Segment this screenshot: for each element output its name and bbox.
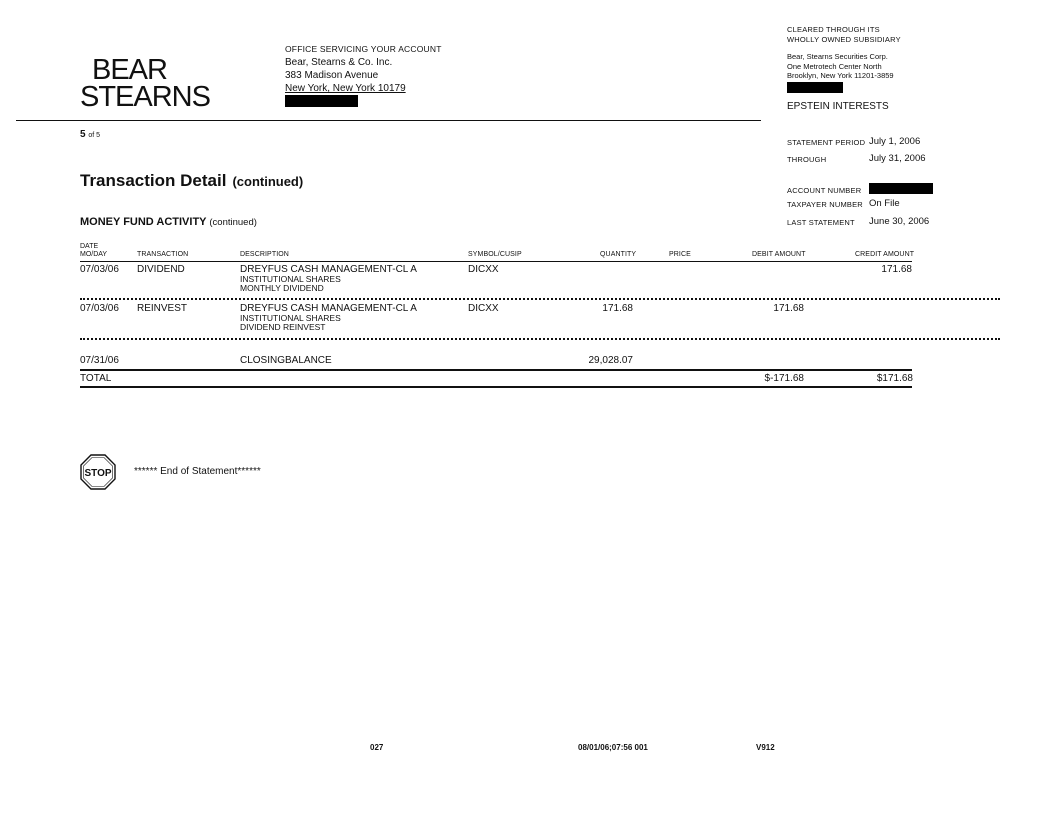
footer-code-3: V912: [756, 743, 775, 752]
row-1-transaction: DIVIDEND: [137, 264, 185, 275]
section-continued: (continued): [209, 217, 257, 228]
column-header-symbol: SYMBOL/CUSIP: [468, 251, 522, 258]
row-1-desc-line-2: INSTITUTIONAL SHARES: [240, 274, 341, 284]
row-separator: [80, 338, 1000, 340]
row-1-description: [240, 264, 417, 293]
row-2-desc-line-2: INSTITUTIONAL SHARES: [240, 313, 341, 323]
office-street: 383 Madison Avenue: [285, 70, 379, 81]
statement-period-label: STATEMENT PERIOD: [787, 138, 866, 147]
clearing-corp-address: [787, 52, 894, 81]
column-header-quantity: QUANTITY: [600, 251, 637, 258]
office-name: Bear, Stearns & Co. Inc.: [285, 57, 393, 68]
row-2-debit: 171.68: [773, 303, 804, 314]
row-2-desc-line-3: DIVIDEND REINVEST: [240, 322, 326, 332]
total-label: TOTAL: [80, 373, 112, 384]
section-heading: [80, 216, 257, 228]
logo-line-1: BEAR: [92, 54, 167, 86]
clearing-line-1: CLEARED THROUGH ITS: [787, 25, 880, 34]
column-header-transaction: TRANSACTION: [137, 251, 189, 258]
row-2-symbol: DICXX: [468, 303, 499, 314]
column-header-description: DESCRIPTION: [240, 251, 289, 258]
account-number-label: ACCOUNT NUMBER: [787, 186, 862, 195]
through-value: July 31, 2006: [869, 153, 926, 164]
row-separator: [80, 298, 1000, 300]
header-rule: [80, 261, 912, 262]
end-of-statement: ****** End of Statement******: [134, 466, 261, 477]
date-header-line-1: DATE: [80, 243, 99, 250]
office-city: New York, New York 10179: [285, 83, 406, 94]
corp-street: One Metrotech Center North: [787, 61, 882, 71]
column-header-credit: CREDIT AMOUNT: [855, 251, 915, 258]
taxpayer-number-value: On File: [869, 198, 900, 209]
row-2-transaction: REINVEST: [137, 303, 188, 314]
through-label: THROUGH: [787, 155, 827, 164]
title-continued: (continued): [232, 174, 304, 189]
account-name: EPSTEIN INTERESTS: [787, 101, 889, 112]
column-header-price: PRICE: [669, 251, 691, 258]
corp-city: Brooklyn, New York 11201-3859: [787, 71, 894, 80]
total-rule-bottom: [80, 386, 912, 388]
title-main: Transaction Detail: [80, 171, 227, 190]
row-1-credit: 171.68: [881, 264, 912, 275]
last-statement-label: LAST STATEMENT: [787, 218, 855, 227]
row-2-date: 07/03/06: [80, 303, 119, 314]
page-title: [80, 171, 303, 191]
closing-date: 07/31/06: [80, 355, 119, 366]
stop-sign-text: STOP: [84, 468, 112, 479]
row-1-desc-line-3: MONTHLY DIVIDEND: [240, 283, 324, 293]
header-divider: [16, 120, 761, 121]
account-number-redaction: [869, 183, 933, 194]
column-header-date: [80, 243, 107, 259]
page-number: [80, 129, 100, 140]
redaction-bar: [285, 95, 358, 107]
taxpayer-number-label: TAXPAYER NUMBER: [787, 200, 863, 209]
section-main: MONEY FUND ACTIVITY: [80, 216, 207, 228]
closing-description: CLOSINGBALANCE: [240, 355, 332, 366]
office-address-block: [285, 43, 442, 111]
statement-period-value: July 1, 2006: [869, 136, 921, 147]
footer-code-2: 08/01/06;07:56 001: [578, 743, 648, 752]
total-debit: $-171.68: [764, 373, 804, 384]
row-2-quantity: 171.68: [602, 303, 633, 314]
row-1-date: 07/03/06: [80, 264, 119, 275]
footer-code-1: 027: [370, 743, 384, 752]
bear-stearns-logo: [80, 54, 210, 113]
row-1-symbol: DICXX: [468, 264, 499, 275]
logo-line-2: STEARNS: [80, 81, 210, 113]
row-1-desc-line-1: DREYFUS CASH MANAGEMENT-CL A: [240, 264, 417, 275]
column-header-debit: DEBIT AMOUNT: [752, 251, 806, 258]
redaction-bar: [787, 82, 843, 93]
row-2-desc-line-1: DREYFUS CASH MANAGEMENT-CL A: [240, 303, 417, 314]
stop-sign-icon: [80, 454, 116, 490]
corp-name: Bear, Stearns Securities Corp.: [787, 52, 888, 61]
closing-quantity: 29,028.07: [588, 355, 633, 366]
clearing-note: [787, 25, 901, 44]
clearing-line-2: WHOLLY OWNED SUBSIDIARY: [787, 34, 901, 44]
page-total: of 5: [88, 132, 101, 139]
page-current: 5: [80, 129, 86, 140]
office-heading: OFFICE SERVICING YOUR ACCOUNT: [285, 44, 442, 54]
total-credit: $171.68: [876, 373, 913, 384]
row-2-description: [240, 303, 417, 332]
last-statement-value: June 30, 2006: [869, 216, 930, 227]
total-rule-top: [80, 369, 912, 371]
date-header-line-2: MO/DAY: [80, 251, 108, 258]
